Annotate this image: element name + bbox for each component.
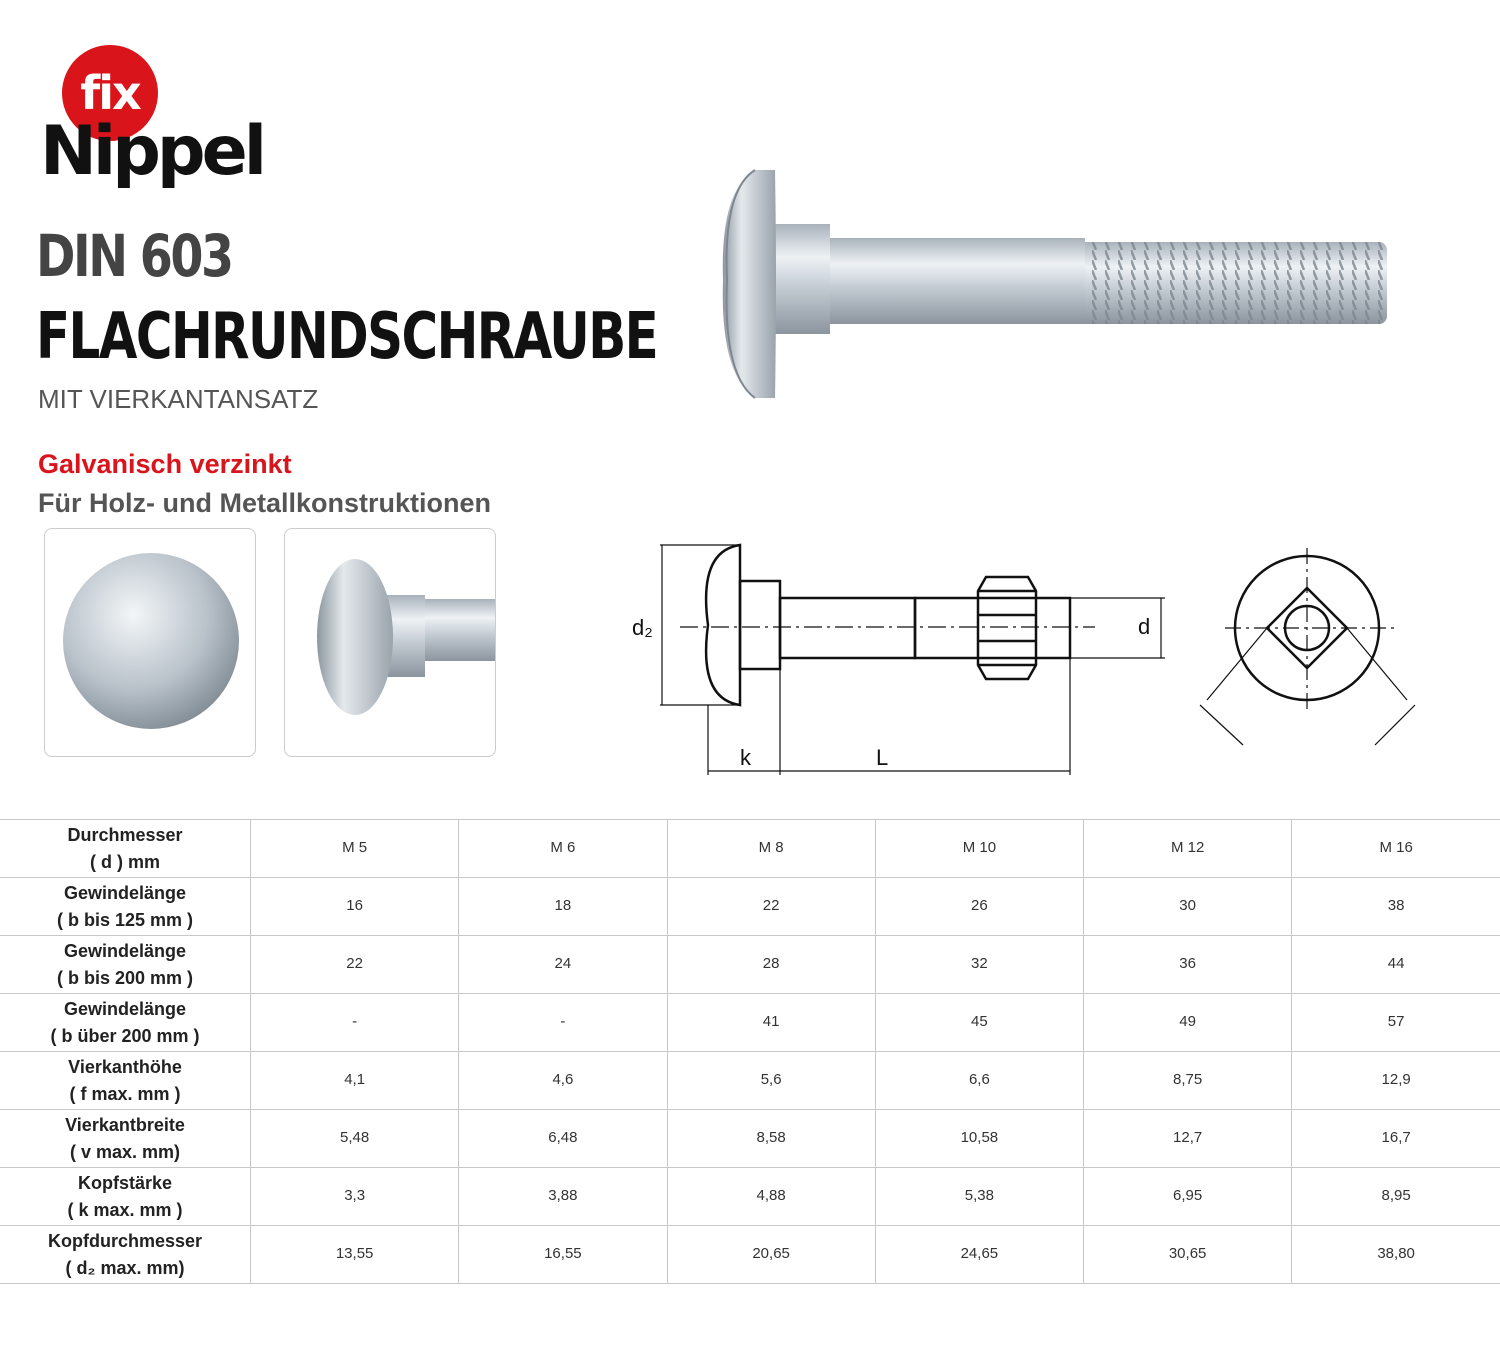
row-label-unit: ( f max. mm )	[69, 1083, 181, 1104]
row-label-unit: ( b über 200 mm )	[50, 1025, 200, 1046]
table-cell: 28	[667, 936, 875, 994]
table-cell: 57	[1292, 994, 1500, 1052]
table-cell: 8,95	[1292, 1168, 1500, 1226]
row-label-name: Gewindelänge	[63, 940, 187, 961]
table-cell: M 6	[459, 820, 667, 878]
table-cell: 6,48	[459, 1110, 667, 1168]
row-label-name: Gewindelänge	[63, 882, 187, 903]
table-row	[0, 820, 1500, 878]
table-cell: 8,58	[667, 1110, 875, 1168]
table-cell: 6,6	[875, 1052, 1083, 1110]
row-label	[0, 936, 251, 994]
table-row	[0, 1168, 1500, 1226]
table-cell: 3,3	[251, 1168, 459, 1226]
table-cell: 24	[459, 936, 667, 994]
row-label-name: Durchmesser	[67, 824, 183, 845]
table-cell: 5,38	[875, 1168, 1083, 1226]
row-label	[0, 1226, 251, 1284]
product-subtitle: MIT VIERKANTANSATZ	[38, 384, 319, 414]
table-cell: -	[459, 994, 667, 1052]
table-cell: 22	[251, 936, 459, 994]
table-cell: 30	[1084, 878, 1292, 936]
row-label	[0, 1052, 251, 1110]
table-cell: 4,6	[459, 1052, 667, 1110]
table-cell: 38,80	[1292, 1226, 1500, 1284]
table-cell: 44	[1292, 936, 1500, 994]
table-cell: M 5	[251, 820, 459, 878]
row-label	[0, 820, 251, 878]
table-cell: M 10	[875, 820, 1083, 878]
table-cell: 16	[251, 878, 459, 936]
table-cell: 3,88	[459, 1168, 667, 1226]
row-label-unit: ( v max. mm)	[69, 1141, 181, 1162]
table-cell: 5,6	[667, 1052, 875, 1110]
row-label-unit: ( d ) mm	[90, 851, 160, 872]
row-label-name: Kopfdurchmesser	[47, 1230, 203, 1251]
product-title: FLACHRUNDSCHRAUBE	[36, 300, 658, 374]
table-cell: 18	[459, 878, 667, 936]
spec-table	[0, 819, 1500, 1284]
table-cell: 38	[1292, 878, 1500, 936]
row-label-unit: ( b bis 200 mm )	[56, 967, 194, 988]
table-cell: 49	[1084, 994, 1292, 1052]
row-label-unit: ( k max. mm )	[67, 1199, 183, 1220]
finish-text: Galvanisch verzinkt	[38, 449, 292, 479]
table-cell: 22	[667, 878, 875, 936]
L-label: L	[876, 745, 889, 770]
table-row	[0, 878, 1500, 936]
table-cell: 5,48	[251, 1110, 459, 1168]
table-cell: 4,88	[667, 1168, 875, 1226]
table-cell: 20,65	[667, 1226, 875, 1284]
table-cell: 10,58	[875, 1110, 1083, 1168]
row-label	[0, 878, 251, 936]
table-cell: 13,55	[251, 1226, 459, 1284]
table-cell: 36	[1084, 936, 1292, 994]
usage-text: Für Holz- und Metallkonstruktionen	[38, 488, 491, 518]
table-cell: 41	[667, 994, 875, 1052]
head-side-photo	[284, 528, 496, 757]
bolt-photo	[715, 150, 1405, 420]
table-row	[0, 994, 1500, 1052]
k-label: k	[740, 745, 751, 770]
table-cell: 32	[875, 936, 1083, 994]
row-label-unit: ( d₂ max. mm)	[65, 1257, 185, 1278]
row-label-name: Vierkantbreite	[65, 1114, 185, 1135]
table-row	[0, 1052, 1500, 1110]
table-row	[0, 936, 1500, 994]
row-label-name: Gewindelänge	[63, 998, 187, 1019]
head-top-photo	[44, 528, 256, 757]
table-cell: 12,9	[1292, 1052, 1500, 1110]
table-cell: M 12	[1084, 820, 1292, 878]
row-label-name: Vierkanthöhe	[68, 1056, 182, 1077]
table-cell: 24,65	[875, 1226, 1083, 1284]
row-label	[0, 994, 251, 1052]
brand-name: Nippel	[40, 112, 263, 191]
brand-badge-text: fix	[80, 66, 140, 120]
table-row	[0, 1110, 1500, 1168]
table-cell: 6,95	[1084, 1168, 1292, 1226]
table-cell: -	[251, 994, 459, 1052]
table-cell: M 16	[1292, 820, 1500, 878]
row-label-name: Kopfstärke	[77, 1172, 173, 1193]
table-cell: 26	[875, 878, 1083, 936]
end-view-drawing	[1195, 540, 1445, 750]
table-cell: 16,55	[459, 1226, 667, 1284]
row-label-unit: ( b bis 125 mm )	[56, 909, 194, 930]
row-label	[0, 1110, 251, 1168]
d-label: d	[1138, 614, 1151, 639]
table-cell: 30,65	[1084, 1226, 1292, 1284]
side-view-drawing	[620, 535, 1180, 785]
table-cell: 8,75	[1084, 1052, 1292, 1110]
table-cell: M 8	[667, 820, 875, 878]
table-row	[0, 1226, 1500, 1284]
d2-label: d₂	[632, 615, 653, 640]
table-cell: 45	[875, 994, 1083, 1052]
table-cell: 16,7	[1292, 1110, 1500, 1168]
table-cell: 12,7	[1084, 1110, 1292, 1168]
table-cell: 4,1	[251, 1052, 459, 1110]
row-label	[0, 1168, 251, 1226]
standard-title: DIN 603	[36, 222, 232, 290]
